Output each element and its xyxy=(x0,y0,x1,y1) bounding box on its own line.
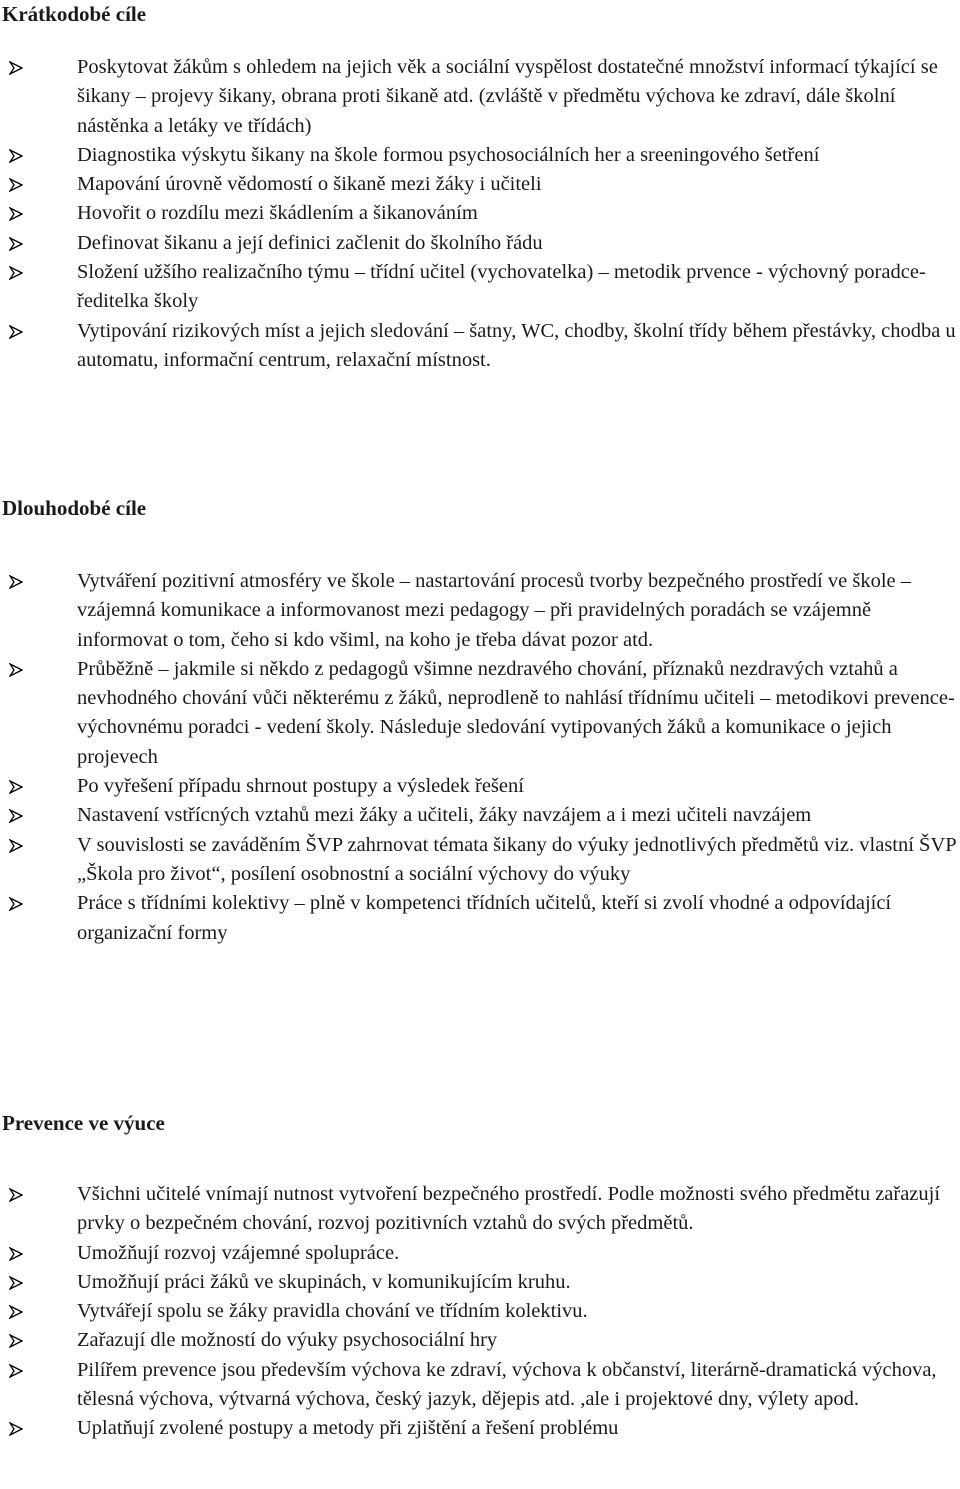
section-heading: Prevence ve výuce xyxy=(2,1111,165,1135)
list-item-text: Hovořit o rozdílu mezi škádlením a šikanováním xyxy=(77,202,478,225)
section-short-term-goals xyxy=(0,0,960,375)
list-item xyxy=(0,258,960,317)
list-item xyxy=(0,53,960,141)
list-item-text: Poskytovat žákům s ohledem na jejich věk a sociální vyspělost dostatečné množství informací týkající se šikany – projevy šikany, obrana proti šikaně atd. (zvláště v předmětu výchova ke zdraví, dále školní nástěnka a letáky ve třídách) xyxy=(77,56,938,137)
list-item xyxy=(0,170,960,199)
bullet-list xyxy=(0,1180,960,1444)
section-heading: Dlouhodobé cíle xyxy=(2,496,147,520)
list-item-text: Průběžně – jakmile si někdo z pedagogů všimne nezdravého chování, příznaků nezdravých vztahů a nevhodného chování vůči některému z žáků, neprodleně to nahlásí třídnímu učiteli – metodikovi prevence- výchovnému poradci - vedení školy. Následuje sledování vytipovaných žáků a komunikace o jejich projevech xyxy=(77,657,955,768)
bullet-list xyxy=(0,53,960,375)
list-item xyxy=(0,567,960,655)
list-item-text: Složení užšího realizačního týmu – třídní učitel (vychovatelka) – metodik prvence - výchovný poradce- ředitelka školy xyxy=(77,261,926,313)
list-item xyxy=(0,1326,960,1355)
list-item-text: Vytváření pozitivní atmosféry ve škole – nastartování procesů tvorby bezpečného prostředí ve škole – vzájemná komunikace a informovanost mezi pedagogy – při pravidelných poradách se vzájemně informovat o tom, čeho si kdo všiml, na koho je třeba dávat pozor atd. xyxy=(77,570,911,651)
list-item-text: Diagnostika výskytu šikany na škole formou psychosociálních her a sreeningového šetření xyxy=(77,143,820,166)
list-item xyxy=(0,889,960,948)
arrow-bullet-icon xyxy=(9,1364,23,1378)
list-item xyxy=(0,772,960,801)
list-item xyxy=(0,1268,960,1297)
list-item-text: Po vyřešení případu shrnout postupy a výsledek řešení xyxy=(77,775,524,798)
list-item xyxy=(0,1297,960,1326)
list-item-text: Pilířem prevence jsou především výchova ke zdraví, výchova k občanství, literárně-dramatická výchova, tělesná výchova, výtvarná výchova, český jazyk, dějepis atd. ,ale i projektové dny, výlety apod. xyxy=(77,1358,937,1411)
list-item xyxy=(0,831,960,890)
list-item-text: V souvislosti se zaváděním ŠVP zahrnovat témata šikany do výuky jednotlivých předmětů viz. vlastní ŠVP „Škola pro život“, posílení osobnostní a sociální výchovy do výuky xyxy=(77,833,956,885)
arrow-bullet-icon xyxy=(9,809,23,823)
list-item xyxy=(0,199,960,228)
arrow-bullet-icon xyxy=(9,266,23,280)
list-item xyxy=(0,229,960,258)
arrow-bullet-icon xyxy=(9,1422,23,1436)
arrow-bullet-icon xyxy=(9,61,23,75)
bullet-list xyxy=(0,567,960,948)
list-item-text: Nastavení vstřícných vztahů mezi žáky a učiteli, žáky navzájem a i mezi učiteli navzájem xyxy=(77,804,812,827)
arrow-bullet-icon xyxy=(9,1188,23,1202)
arrow-bullet-icon xyxy=(9,1276,23,1290)
list-item-text: Mapování úrovně vědomostí o šikaně mezi žáky i učiteli xyxy=(77,173,542,196)
arrow-bullet-icon xyxy=(9,663,23,677)
list-item-text: Práce s třídními kolektivy – plně v kompetenci třídních učitelů, kteří si zvolí vhodné a odpovídající organizační formy xyxy=(77,892,892,944)
arrow-bullet-icon xyxy=(9,780,23,794)
section-long-term-goals xyxy=(0,494,960,948)
list-item-text: Umožňují práci žáků ve skupinách, v komunikujícím kruhu. xyxy=(77,1270,571,1293)
list-item-text: Umožňují rozvoj vzájemné spolupráce. xyxy=(77,1241,400,1264)
list-item xyxy=(0,1414,960,1443)
arrow-bullet-icon xyxy=(9,1247,23,1261)
section-heading: Krátkodobé cíle xyxy=(2,2,147,26)
section-prevention-in-teaching xyxy=(0,1109,960,1444)
arrow-bullet-icon xyxy=(9,207,23,221)
arrow-bullet-icon xyxy=(9,178,23,192)
arrow-bullet-icon xyxy=(9,897,23,911)
list-item xyxy=(0,317,960,376)
list-item-text: Definovat šikanu a její definici začlenit do školního řádu xyxy=(77,231,543,254)
list-item xyxy=(0,801,960,830)
list-item-text: Zařazují dle možností do výuky psychosociální hry xyxy=(77,1329,498,1352)
arrow-bullet-icon xyxy=(9,1334,23,1348)
list-item xyxy=(0,655,960,772)
arrow-bullet-icon xyxy=(9,1305,23,1319)
list-item xyxy=(0,1239,960,1268)
arrow-bullet-icon xyxy=(9,325,23,339)
list-item-text: Vytipování rizikových míst a jejich sledování – šatny, WC, chodby, školní třídy během přestávky, chodba u automatu, informační centrum, relaxační místnost. xyxy=(77,319,956,371)
list-item xyxy=(0,1180,960,1239)
list-item xyxy=(0,141,960,170)
list-item-text: Vytvářejí spolu se žáky pravidla chování ve třídním kolektivu. xyxy=(77,1300,588,1323)
list-item xyxy=(0,1356,960,1415)
list-item-text: Uplatňují zvolené postupy a metody při zjištění a řešení problému xyxy=(77,1417,619,1440)
list-item-text: Všichni učitelé vnímají nutnost vytvoření bezpečného prostředí. Podle možnosti svého předmětu zařazují prvky o bezpečném chování, rozvoj pozitivních vztahů do svých předmětů. xyxy=(77,1183,941,1235)
arrow-bullet-icon xyxy=(9,839,23,853)
arrow-bullet-icon xyxy=(9,575,23,589)
arrow-bullet-icon xyxy=(9,237,23,251)
arrow-bullet-icon xyxy=(9,149,23,163)
